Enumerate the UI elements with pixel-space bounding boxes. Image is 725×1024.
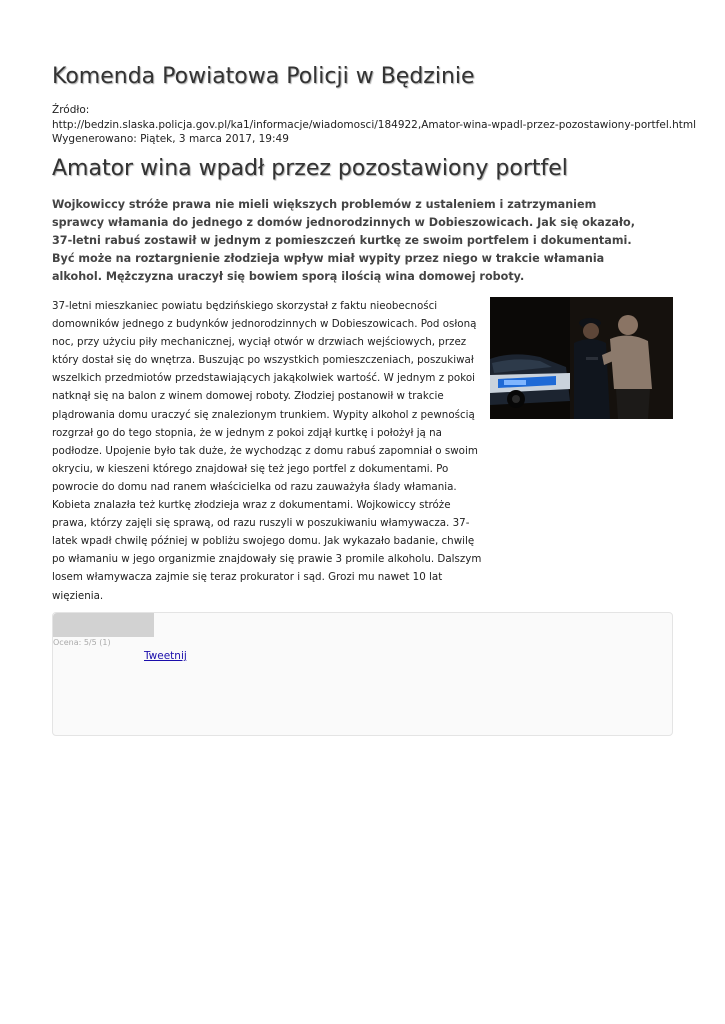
article-photo [490, 297, 673, 419]
article-title: Amator wina wpadł przez pozostawiony portfel [52, 156, 568, 181]
generated-date: Wygenerowano: Piątek, 3 marca 2017, 19:49 [52, 133, 289, 145]
source-info [52, 103, 697, 147]
article-lead: Wojkowiccy stróże prawa nie mieli większych problemów z ustaleniem i zatrzymaniem sprawcy włamania do jednego z domów jednorodzinnych w Dobieszowicach. Jak się okazało, 37-letni rabuś zostawił w jednym z pomieszczeń kurtkę ze swoim portfelem i dokumentami. Być może na roztargnienie złodzieja wpływ miał wypity przez niego w trakcie włamania alkohol. Mężczyzna uraczył się bowiem sporą ilością wina domowej roboty. [52, 198, 635, 284]
source-label: Źródło: [52, 104, 90, 116]
rating-panel [52, 612, 673, 736]
source-url: http://bedzin.slaska.policja.gov.pl/ka1/informacje/wiadomosci/184922,Amator-wina-wpadl-przez-pozostawiony-portfel.html [52, 118, 697, 131]
rating-stars-bar[interactable] [53, 613, 154, 637]
article-body: 37-letni mieszkaniec powiatu będzińskiego skorzystał z faktu nieobecności domowników jednego z budynków jednorodzinnych w Dobieszowicach. Pod osłoną noc, przy użyciu piły mechanicznej, wyciął otwór w drzwiach wejściowych, przez który dostał się do wnętrza. Buszując po wszystkich pomieszczeniach, poszukiwał wszelkich przedmiotów przedstawiających jakąkolwiek wartość. W jednym z pokoi natknął się na balon z winem domowej roboty. Złodziej postanowił w trakcie plądrowania domu uraczyć się znalezionym trunkiem. Wypity alkohol z pewnością rozgrzał go do tego stopnia, że w jednym z pokoi zdjął kurtkę i położył ją na podłodze. Upojenie było tak duże, że wychodząc z domu rabuś zapomniał o swoim okryciu, w kieszeni którego znajdował się też jego portfel z dokumentami. Po powrocie do domu nad ranem właścicielka od razu zauważyła ślady włamania. Kobieta znalazła też kurtkę złodzieja wraz z dokumentami. Wojkowiccy stróże prawa, którzy zajęli się sprawą, od razu ruszyli w poszukiwaniu włamywacza. 37-latek wpadł chwilę później w pobliżu swojego domu. Jak wykazało badanie, chwilę po włamaniu w jego organizmie znajdowały się prawie 3 promile alkoholu. Dalszym losem włamywacza zajmie się teraz prokurator i sąd. Grozi mu nawet 10 lat więzienia. [52, 300, 482, 602]
site-title: Komenda Powiatowa Policji w Będzinie [52, 64, 475, 89]
rating-score: Ocena: 5/5 (1) [53, 638, 111, 647]
tweet-link[interactable]: Tweetnij [144, 650, 187, 662]
